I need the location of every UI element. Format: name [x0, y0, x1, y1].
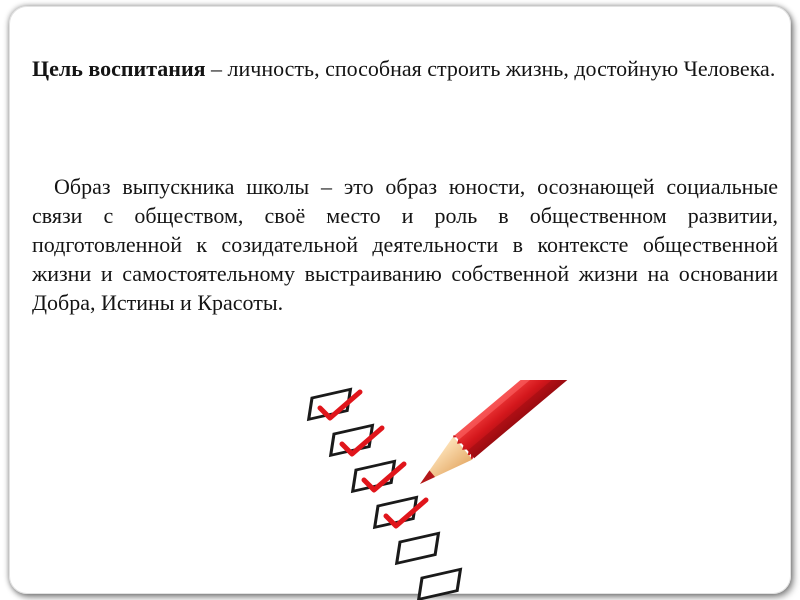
checkbox — [419, 569, 461, 599]
checklist-with-red-pencil — [300, 380, 570, 600]
pencil-icon — [410, 380, 570, 495]
checkbox-list — [309, 389, 461, 599]
heading-dash: – — [205, 56, 228, 81]
graduate-paragraph: Образ выпускника школы – это образ юности, осознающей социальные связи с обществом, своё место и роль в общественном развитии, подготовленной к созидательной деятельности в контексте общественной жизни и самостоятельному выстраиванию собственной жизни на основании Добра, Истины и Красоты. — [32, 174, 778, 315]
heading-bold: Цель воспитания — [32, 56, 206, 81]
heading-rest: личность, способная строить жизнь, достойную Человека. — [227, 56, 776, 81]
slide-heading — [32, 54, 778, 83]
checkbox — [397, 533, 439, 563]
